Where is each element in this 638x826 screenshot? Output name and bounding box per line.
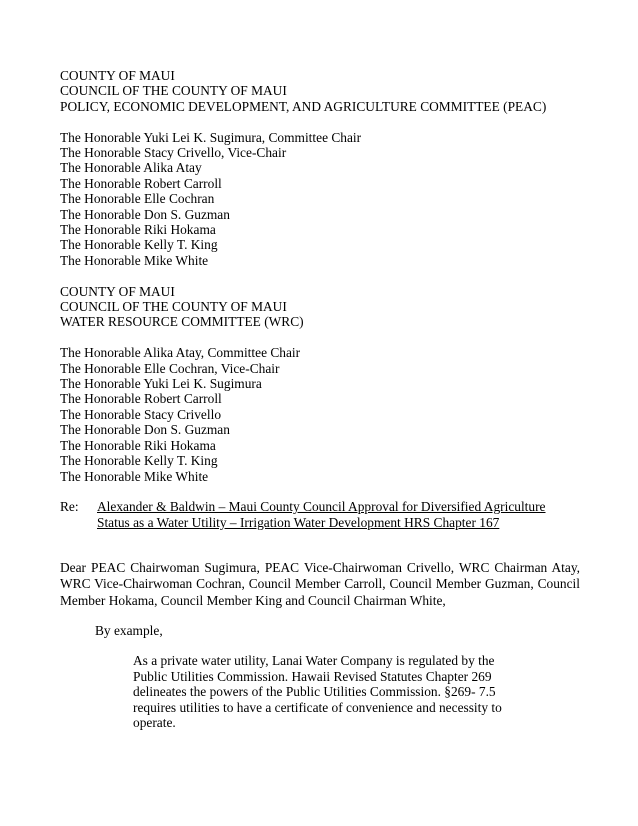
re-subject-line: Status as a Water Utility – Irrigation Water Development HRS Chapter 167 [97, 514, 500, 530]
body-paragraph: By example, [95, 623, 163, 639]
council-name: COUNCIL OF THE COUNTY OF MAUI [60, 299, 287, 315]
wrc-member: The Honorable Elle Cochran, Vice-Chair [60, 360, 280, 376]
re-subject-line: Alexander & Baldwin – Maui County Council Approval for Diversified Agriculture [97, 499, 546, 515]
peac-member: The Honorable Elle Cochran [60, 191, 215, 207]
peac-member: The Honorable Robert Carroll [60, 175, 222, 191]
peac-header [60, 68, 580, 114]
peac-member: The Honorable Don S. Guzman [60, 206, 230, 222]
wrc-member: The Honorable Alika Atay, Committee Chair [60, 345, 301, 361]
wrc-member: The Honorable Yuki Lei K. Sugimura [60, 376, 262, 392]
re-label: Re: [60, 499, 79, 515]
re-subject [97, 499, 546, 530]
peac-member-list [60, 130, 580, 269]
wrc-header [60, 284, 580, 330]
peac-member: The Honorable Alika Atay [60, 160, 202, 176]
peac-member: The Honorable Yuki Lei K. Sugimura, Committee Chair [60, 129, 362, 145]
wrc-member: The Honorable Stacy Crivello [60, 406, 222, 422]
re-line [60, 499, 580, 530]
wrc-member: The Honorable Riki Hokama [60, 437, 216, 453]
peac-member: The Honorable Mike White [60, 252, 209, 268]
salutation: Dear PEAC Chairwoman Sugimura, PEAC Vice-Chairwoman Crivello, WRC Chairman Atay, WRC Vice-Chairwoman Cochran, Council Member Carroll, Council Member Guzman, Council Member Hokama, Council Member King and Council Chairman White, [60, 560, 580, 608]
committee-name: POLICY, ECONOMIC DEVELOPMENT, AND AGRICULTURE COMMITTEE (PEAC) [60, 98, 547, 114]
peac-member: The Honorable Stacy Crivello, Vice-Chair [60, 145, 287, 161]
wrc-member: The Honorable Mike White [60, 468, 209, 484]
county-name: COUNTY OF MAUI [60, 68, 175, 83]
wrc-member: The Honorable Robert Carroll [60, 391, 222, 407]
committee-name: WATER RESOURCE COMMITTEE (WRC) [60, 314, 304, 330]
peac-member: The Honorable Kelly T. King [60, 237, 218, 253]
wrc-member: The Honorable Kelly T. King [60, 453, 218, 469]
letter-page [60, 68, 580, 730]
wrc-member: The Honorable Don S. Guzman [60, 422, 230, 438]
wrc-member-list [60, 345, 580, 484]
council-name: COUNCIL OF THE COUNTY OF MAUI [60, 83, 287, 99]
block-quote: As a private water utility, Lanai Water Company is regulated by the Public Utilities Commission. Hawaii Revised Statutes Chapter 269 delineates the powers of the Public Utilities Commission. §269- 7.5 requires utilities to have a certificate of convenience and necessity to operate. [133, 653, 502, 731]
peac-member: The Honorable Riki Hokama [60, 222, 216, 238]
county-name: COUNTY OF MAUI [60, 283, 175, 299]
